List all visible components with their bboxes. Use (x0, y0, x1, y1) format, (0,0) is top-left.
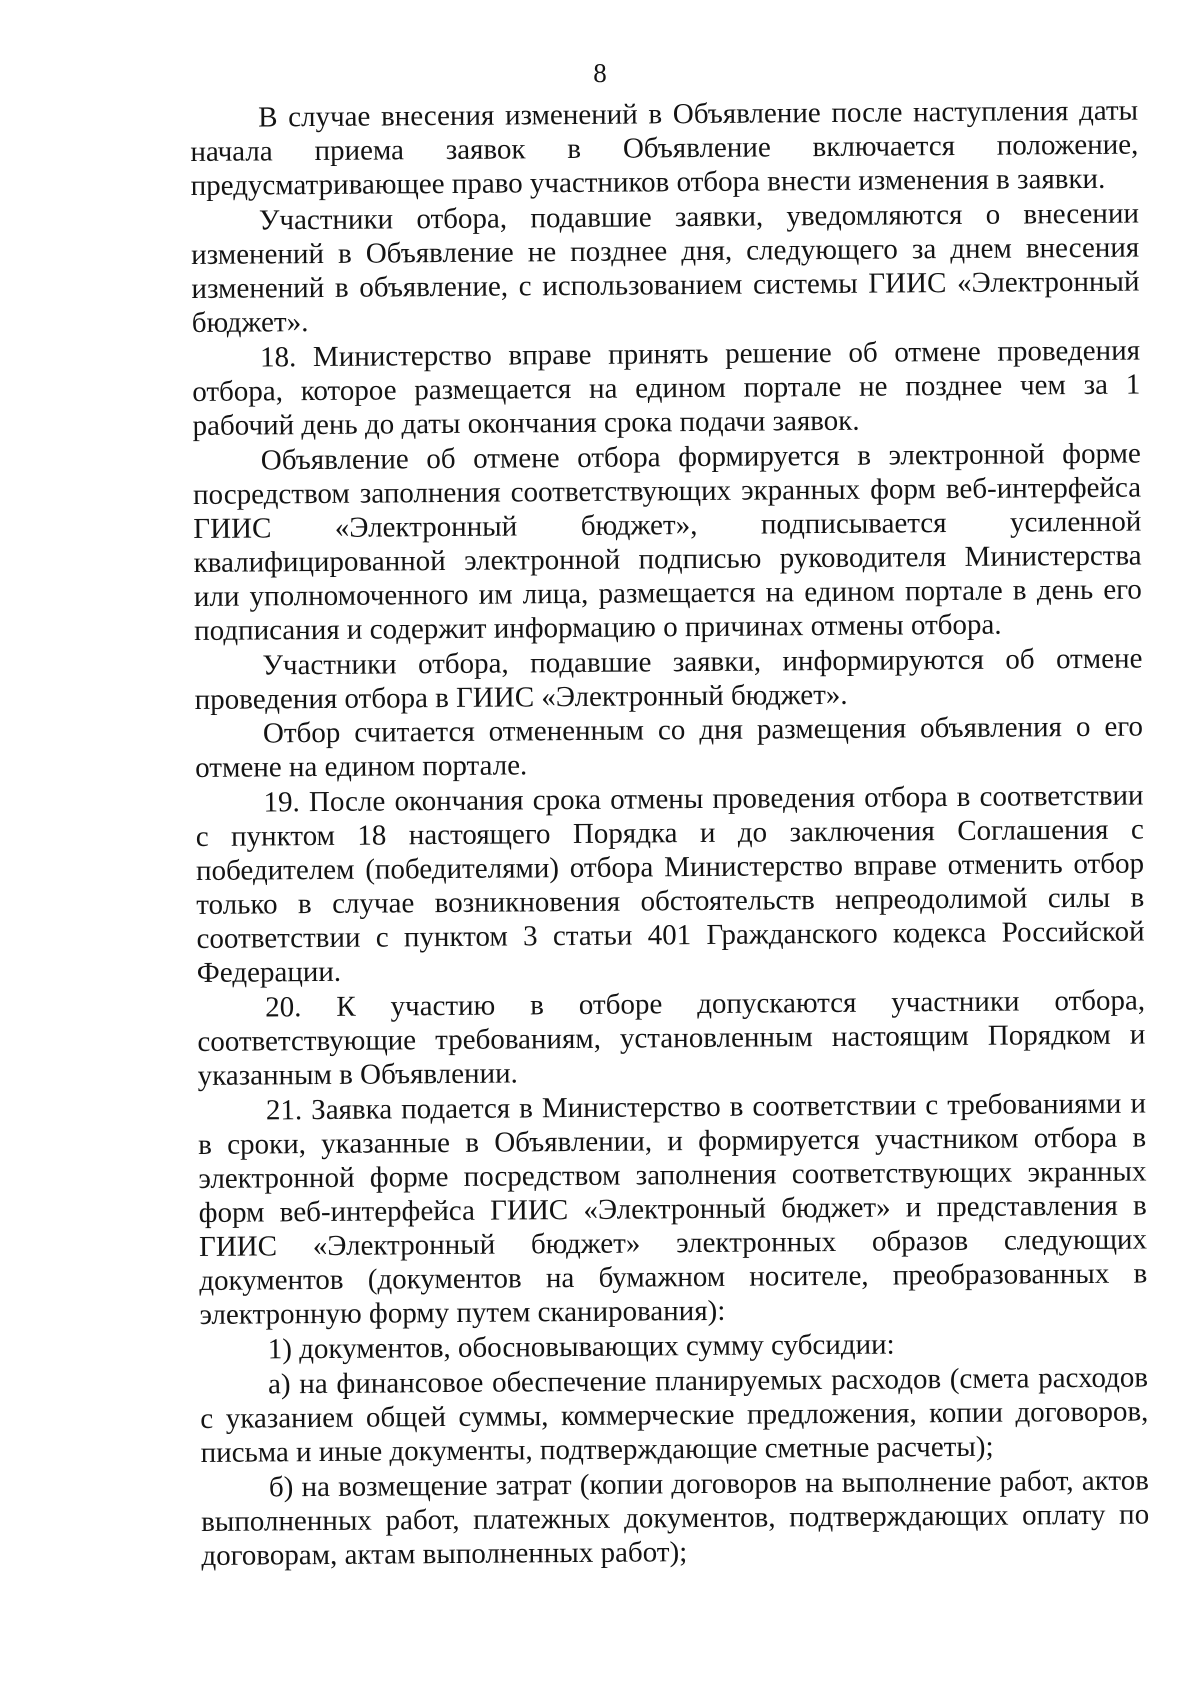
list-item-a-financing: а) на финансовое обеспечение планируемых расходов (смета расходов с указанием общей суммы, коммерческие предложения, копии договоров, письма и иные документы, подтверждающие сметные расчеты); (200, 1361, 1149, 1469)
paragraph-20-admission: 20. К участию в отборе допускаются участники отбора, соответствующие требованиям, установленным настоящим Порядком и указанным в Объявлении. (197, 984, 1146, 1093)
paragraph-cancellation-effective: Отбор считается отмененным со дня размещения объявления о его отмене на едином портале. (195, 710, 1144, 785)
paragraph-amendment-after-start: В случае внесения изменений в Объявление после наступления даты начала приема заявок в Объявление включается положение, предусматривающее право участников отбора внести изменения в заявки. (190, 94, 1139, 202)
paragraph-19-force-majeure: 19. После окончания срока отмены проведения отбора в соответствии с пунктом 18 настоящего Порядка и до заключения Соглашения с победителем (победителями) отбора Министерство вправе отменить отбор только в случае возникновения обстоятельств непреодолимой силы в соответствии с пунктом 3 статьи 401 Гражданского кодекса Российской Федерации. (195, 779, 1145, 990)
list-item-1-documents: 1) документов, обосновывающих сумму субсидии: (267, 1328, 895, 1366)
paragraph-cancellation-notification: Участники отбора, подавшие заявки, информируются об отмене проведения отбора в ГИИС «Электронный бюджет». (194, 642, 1143, 716)
page-number: 8 (593, 58, 607, 88)
list-item-b-reimbursement: б) на возмещение затрат (копии договоров на выполнение работ, актов выполненных работ, платежных документов, подтверждающих оплату по договорам, актам выполненных работ); (201, 1464, 1150, 1572)
paragraph-cancellation-announcement: Объявление об отмене отбора формируется в электронной форме посредством заполнения соответствующих экранных форм веб-интерфейса ГИИС «Электронный бюджет», подписывается усиленной квалифицированной электронной подписью руководителя Министерства или уполномоченного им лица, размещается на едином портале в день его подписания и содержит информацию о причинах отмены отбора. (192, 437, 1142, 647)
document-body (190, 94, 1150, 1574)
paragraph-21-application: 21. Заявка подается в Министерство в соответствии с требованиями и в сроки, указанные в Объявлении, и формируется участником отбора в электронной форме посредством заполнения соответствующих экранных форм веб-интерфейса ГИИС «Электронный бюджет» и представления в ГИИС «Электронный бюджет» электронных образов следующих документов (документов на бумажном носителе, преобразованных в электронную форму путем сканирования): (198, 1087, 1148, 1332)
paragraph-18-cancellation-right: 18. Министерство вправе принять решение об отмене проведения отбора, которое размещается на едином портале не позднее чем за 1 рабочий день до даты окончания срока подачи заявок. (192, 334, 1141, 442)
paragraph-participants-notification: Участники отбора, подавшие заявки, уведомляются о внесении изменений в Объявление не позднее дня, следующего за днем внесения изменений в объявление, с использованием системы ГИИС «Электронный бюджет». (191, 197, 1140, 339)
